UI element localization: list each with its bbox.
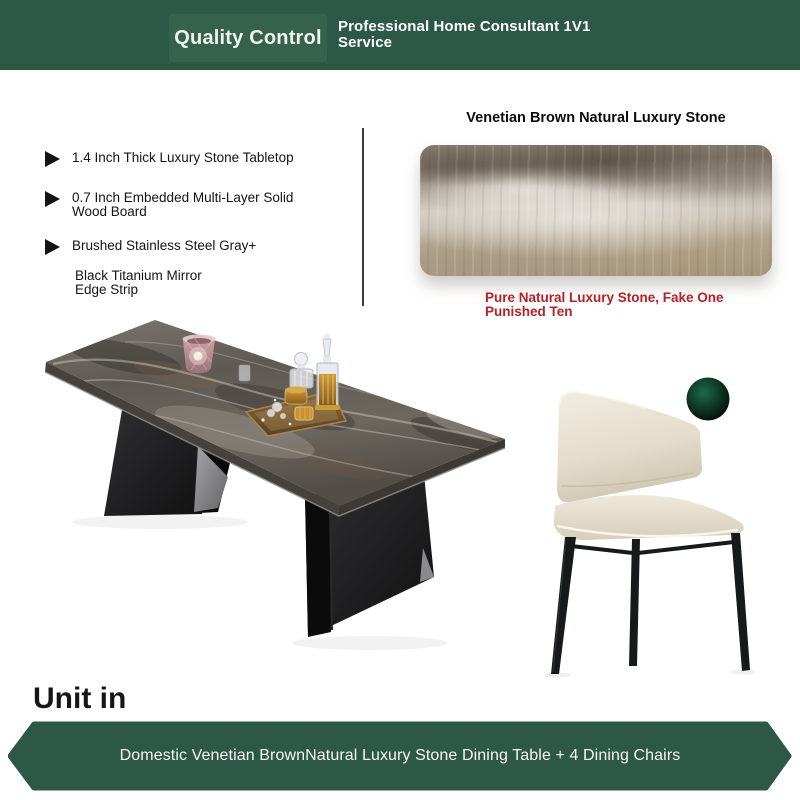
table-shadow (292, 636, 448, 650)
header-subtitle-line1: Professional Home Consultant 1V1 (338, 18, 591, 35)
unit-label: Unit in (33, 682, 127, 715)
chair-seat (554, 495, 744, 540)
feature-item-edgestrip (45, 269, 202, 297)
quality-control-badge (169, 14, 327, 62)
banner-ribbon (8, 721, 792, 791)
dining-chair-photo (545, 376, 755, 678)
amber-tumbler (285, 387, 307, 405)
warning-line1: Pure Natural Luxury Stone, Fake One (485, 290, 724, 305)
quality-control-label: Quality Control (174, 26, 322, 49)
triangle-bullet-icon (45, 191, 60, 207)
decanter-tall (315, 334, 340, 411)
header-subtitle (338, 19, 590, 51)
triangle-bullet-icon (45, 239, 60, 255)
feature-line: 1.4 Inch Thick Luxury Stone Tabletop (72, 150, 294, 165)
decanter-ball (290, 353, 313, 389)
header-bar (0, 0, 800, 70)
banner-text: Domestic Venetian BrownNatural Luxury Stone Dining Table + 4 Dining Chairs (119, 747, 681, 764)
feature-item-woodboard (45, 191, 293, 219)
feature-line: 0.7 Inch Embedded Multi-Layer Solid (72, 190, 294, 205)
triangle-bullet-icon (45, 151, 60, 167)
feature-text (72, 239, 256, 253)
amber-cup (295, 407, 313, 420)
feature-line: Brushed Stainless Steel Gray+ (72, 238, 257, 253)
vertical-divider (362, 128, 364, 306)
feature-line: Edge Strip (75, 282, 139, 297)
header-subtitle-line2: Service (338, 34, 393, 51)
chair-backrest (557, 392, 702, 502)
candle-holder (183, 335, 216, 374)
feature-text (75, 269, 202, 297)
feature-text (72, 151, 294, 165)
accent-circle (687, 378, 730, 421)
feature-line: Wood Board (72, 204, 147, 219)
warning-text (485, 291, 724, 318)
small-glass (239, 365, 250, 381)
feature-text (72, 191, 293, 219)
warning-line2: Punished Ten (485, 303, 573, 319)
stone-title: Venetian Brown Natural Luxury Stone (466, 110, 726, 126)
feature-line: Black Titanium Mirror (75, 268, 202, 283)
stone-swatch-image (420, 145, 772, 276)
dining-table-photo (35, 312, 515, 657)
feature-item-tabletop (45, 151, 294, 167)
table-shadow (72, 515, 248, 529)
feature-item-steel (45, 239, 256, 255)
chair-legs (551, 533, 750, 674)
